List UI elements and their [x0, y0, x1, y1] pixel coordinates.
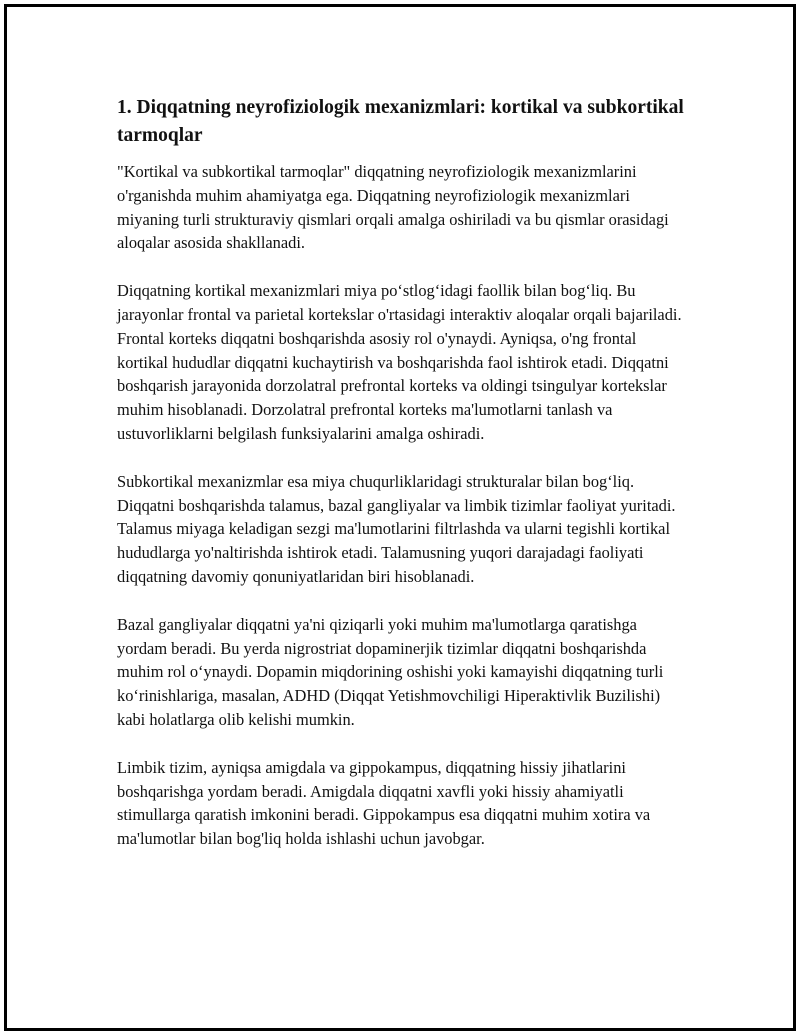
- paragraph-cortical-mechanisms: Diqqatning kortikal mexanizmlari miya po‘stlog‘idagi faollik bilan bog‘liq. Bu jarayonlar frontal va parietal kortekslar o'rtasidagi interaktiv aloqalar orqali bajariladi. Frontal korteks diqqatni boshqarishda asosiy rol o'ynaydi. Ayniqsa, o'ng frontal kortikal hududlar diqqatni kuchaytirish va boshqarishda faol ishtirok etadi. Diqqatni boshqarish jarayonida dorzolatral prefrontal korteks va oldingi tsingulyar kortekslar muhim hisoblanadi. Dorzolatral prefrontal korteks ma'lumotlarni tanlash va ustuvorliklarni belgilash funksiyalarini amalga oshiradi.: [117, 281, 682, 443]
- paragraph-subcortical-mechanisms: Subkortikal mexanizmlar esa miya chuqurliklaridagi strukturalar bilan bog‘liq. Diqqatni boshqarishda talamus, bazal gangliyalar va limbik tizimlar faoliyat yuritadi. Talamus miyaga keladigan sezgi ma'lumotlarini filtrlashda va ularni tegishli kortikal hududlarga yo'naltirishda ishtirok etadi. Talamusning yuqori darajadagi faoliyati diqqatning davomiy qonuniyatlaridan biri hisoblanadi.: [117, 471, 676, 586]
- document-body: [117, 94, 687, 875]
- paragraph-intro: "Kortikal va subkortikal tarmoqlar" diqqatning neyrofiziologik mexanizmlarini o'rganishda muhim ahamiyatga ega. Diqqatning neyrofiziologik mexanizmlari miyaning turli strukturaviy qismlari orqali amalga oshiriladi va bu qismlar orasidagi aloqalar asosida shakllanadi.: [117, 162, 669, 253]
- paragraph-limbic-system: Limbik tizim, ayniqsa amigdala va gippokampus, diqqatning hissiy jihatlarini boshqarishga yordam beradi. Amigdala diqqatni xavfli yoki hissiy ahamiyatli stimullarga qaratish imkonini beradi. Gippokampus esa diqqatni muhim xotira va ma'lumotlar bilan bog'liq holda ishlashi uchun javobgar.: [117, 757, 651, 849]
- section-heading: 1. Diqqatning neyrofiziologik mexanizmlari: kortikal va subkortikal tarmoqlar: [117, 97, 684, 146]
- paragraph-basal-ganglia: Bazal gangliyalar diqqatni ya'ni qiziqarli yoki muhim ma'lumotlarga qaratishga yordam beradi. Bu yerda nigrostriat dopaminerjik tizimlar diqqatni boshqarishda muhim rol o‘ynaydi. Dopamin miqdorining oshishi yoki kamayishi diqqatning turli ko‘rinishlariga, masalan, ADHD (Diqqat Yetishmovchiligi Hiperaktivlik Buzilishi) kabi holatlarga olib kelishi mumkin.: [117, 614, 664, 729]
